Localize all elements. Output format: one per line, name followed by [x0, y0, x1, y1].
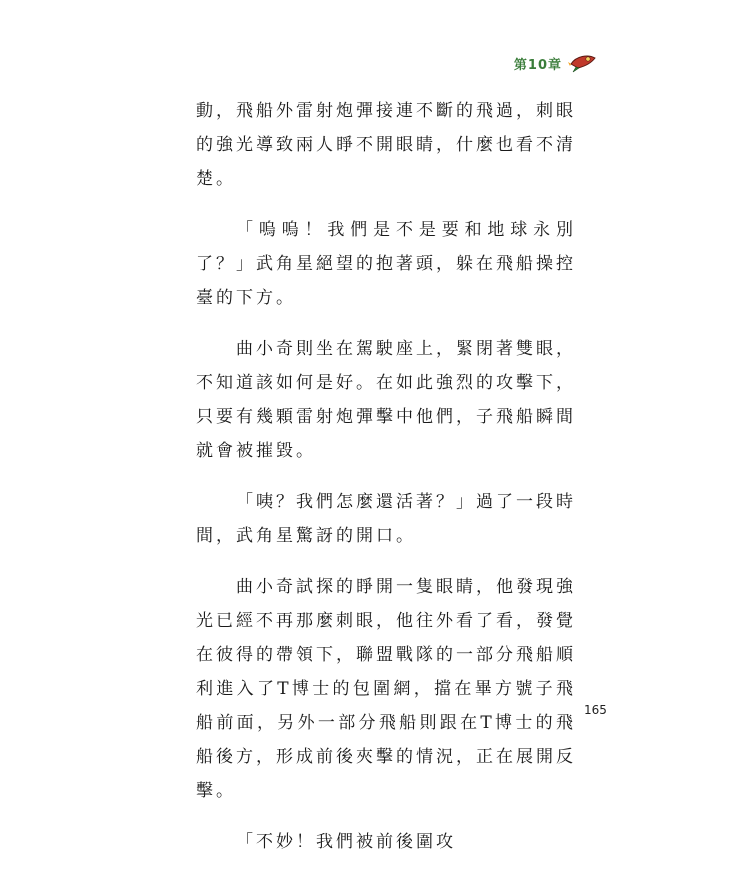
paragraph: 曲小奇則坐在駕駛座上，緊閉著雙眼，不知道該如何是好。在如此強烈的攻擊下，只要有幾顆雷射炮彈擊中他們，子飛船瞬間就會被摧毀。: [196, 339, 576, 461]
paragraph: 「咦？我們怎麼還活著？」過了一段時間，武角星驚訝的開口。: [196, 492, 576, 546]
chapter-header: [514, 52, 598, 74]
spaceship-icon: [568, 52, 598, 74]
story-text: [196, 94, 576, 876]
page-number: 165: [584, 703, 607, 717]
chapter-label: 第10章: [513, 57, 562, 73]
paragraph: 曲小奇試探的睜開一隻眼睛，他發現強光已經不再那麼刺眼，他往外看了看，發覺在彼得的帶領下，聯盟戰隊的一部分飛船順利進入了T博士的包圍網，擋在畢方號子飛船前面，另外一部分飛船則跟在T博士的飛船後方，形成前後夾擊的情況，正在展開反擊。: [196, 577, 576, 801]
paragraph: 「嗚嗚！我們是不是要和地球永別了？」武角星絕望的抱著頭，躲在飛船操控臺的下方。: [196, 220, 576, 308]
paragraph: 動，飛船外雷射炮彈接連不斷的飛過，刺眼的強光導致兩人睜不開眼睛，什麼也看不清楚。: [196, 101, 576, 189]
paragraph: 「不妙！我們被前後圍攻: [236, 832, 456, 852]
